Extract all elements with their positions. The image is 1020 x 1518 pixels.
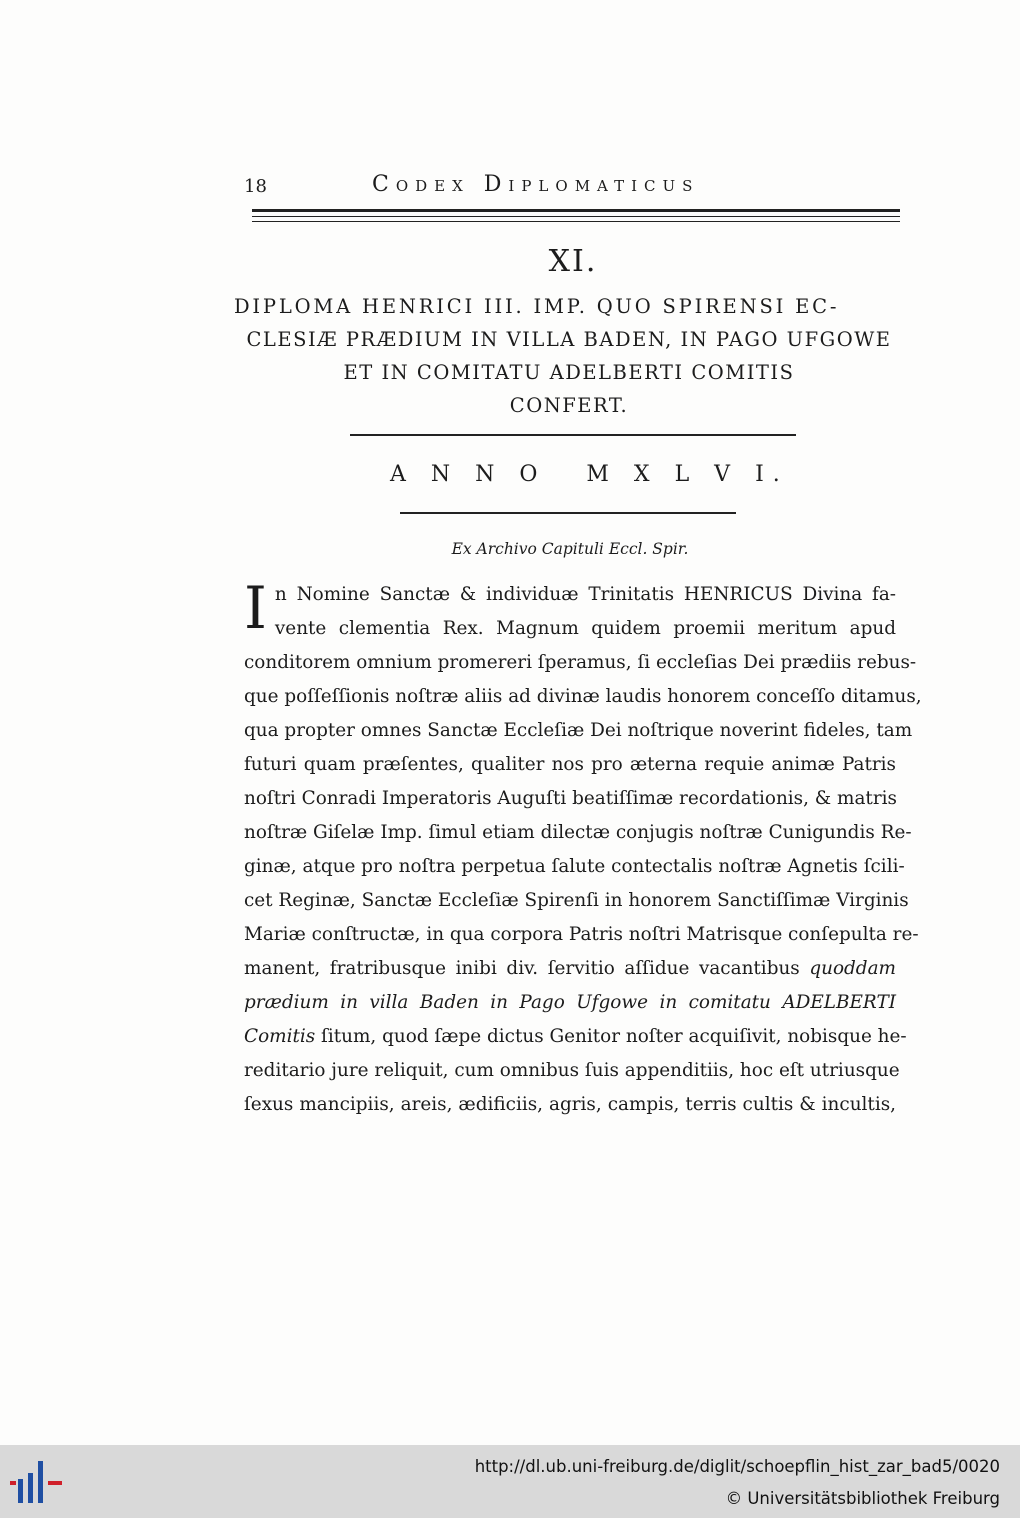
body-italic: Comitis <box>244 1026 316 1047</box>
body-line <box>244 1020 907 1054</box>
document-body <box>244 574 922 1122</box>
body-line: qua propter omnes Sanctæ Eccleſiæ Dei noſtrique noverint fideles, tam <box>244 720 913 741</box>
document-number: XI. <box>548 244 598 279</box>
body-line: noſtri Conradi Imperatoris Auguſti beatiſſimæ recordationis, & matris <box>244 788 897 809</box>
document-title <box>234 290 904 422</box>
body-line: reditario jure reliquit, cum omnibus ſuis appenditiis, hoc eſt utriusque <box>244 1060 900 1081</box>
title-line: CLESIÆ PRÆDIUM IN VILLA BADEN, IN PAGO UFGOWE <box>246 328 892 351</box>
body-line: n Nomine Sanctæ & individuæ Trinitatis HENRICUS Divina fa- <box>274 584 896 605</box>
body-line: ſexus mancipiis, areis, ædificiis, agris, campis, terris cultis & incultis, <box>244 1094 896 1115</box>
running-title: Codex Diplomaticus <box>372 172 700 197</box>
permalink[interactable]: http://dl.ub.uni-freiburg.de/diglit/schoepflin_hist_zar_bad5/0020 <box>474 1457 1000 1476</box>
title-rule <box>350 434 796 436</box>
anno-rule <box>400 512 736 514</box>
body-text: manent, fratribusque inibi div. ſervitio aſſidue vacantibus <box>244 958 800 979</box>
anno-line <box>390 462 789 487</box>
body-line: conditorem omnium promereri ſperamus, ſi eccleſias Dei prædiis rebus- <box>244 652 917 673</box>
body-line: ginæ, atque pro noſtra perpetua ſalute contectalis noſtræ Agnetis ſcili- <box>244 856 905 877</box>
page-number: 18 <box>244 176 267 197</box>
page-header <box>244 170 902 200</box>
body-italic: quoddam <box>809 958 896 979</box>
header-rule-thin-2 <box>252 221 900 222</box>
viewer-footer <box>0 1445 1020 1518</box>
body-line: noſtræ Giſelæ Imp. ſimul etiam dilectæ conjugis noſtræ Cunigundis Re- <box>244 822 912 843</box>
source-note: Ex Archivo Capituli Eccl. Spir. <box>451 540 689 558</box>
anno-year: M X L V I. <box>586 462 789 487</box>
title-line: CONFERT. <box>509 394 629 417</box>
library-logo-icon <box>8 1459 68 1507</box>
anno-label: A N N O <box>390 462 547 487</box>
body-line: futuri quam præſentes, qualiter nos pro æterna requie animæ Patris <box>244 754 896 775</box>
drop-cap: I <box>244 574 267 642</box>
copyright-notice: © Universitätsbibliothek Freiburg <box>725 1489 1000 1508</box>
header-rule-thin <box>252 216 900 217</box>
body-line: cet Reginæ, Sanctæ Eccleſiæ Spirenſi in honorem Sanctiſſimæ Virginis <box>244 890 909 911</box>
header-rule-thick <box>252 209 900 212</box>
body-line: Mariæ conſtructæ, in qua corpora Patris noſtri Matrisque conſepulta re- <box>244 924 919 945</box>
body-line <box>244 952 896 986</box>
title-line: ET IN COMITATU ADELBERTI COMITIS <box>343 361 795 384</box>
body-text: ſitum, quod ſæpe dictus Genitor noſter acquiſivit, nobisque he- <box>321 1026 907 1047</box>
title-line: DIPLOMA HENRICI III. IMP. QUO SPIRENSI EC- <box>234 295 840 318</box>
body-line: vente clementia Rex. Magnum quidem proemii meritum apud <box>274 618 896 639</box>
body-line: que poſſeſſionis noſtræ aliis ad divinæ laudis honorem conceſſo ditamus, <box>244 686 922 707</box>
body-line-italic: prædium in villa Baden in Pago Ufgowe in comitatu ADELBERTI <box>244 992 896 1013</box>
